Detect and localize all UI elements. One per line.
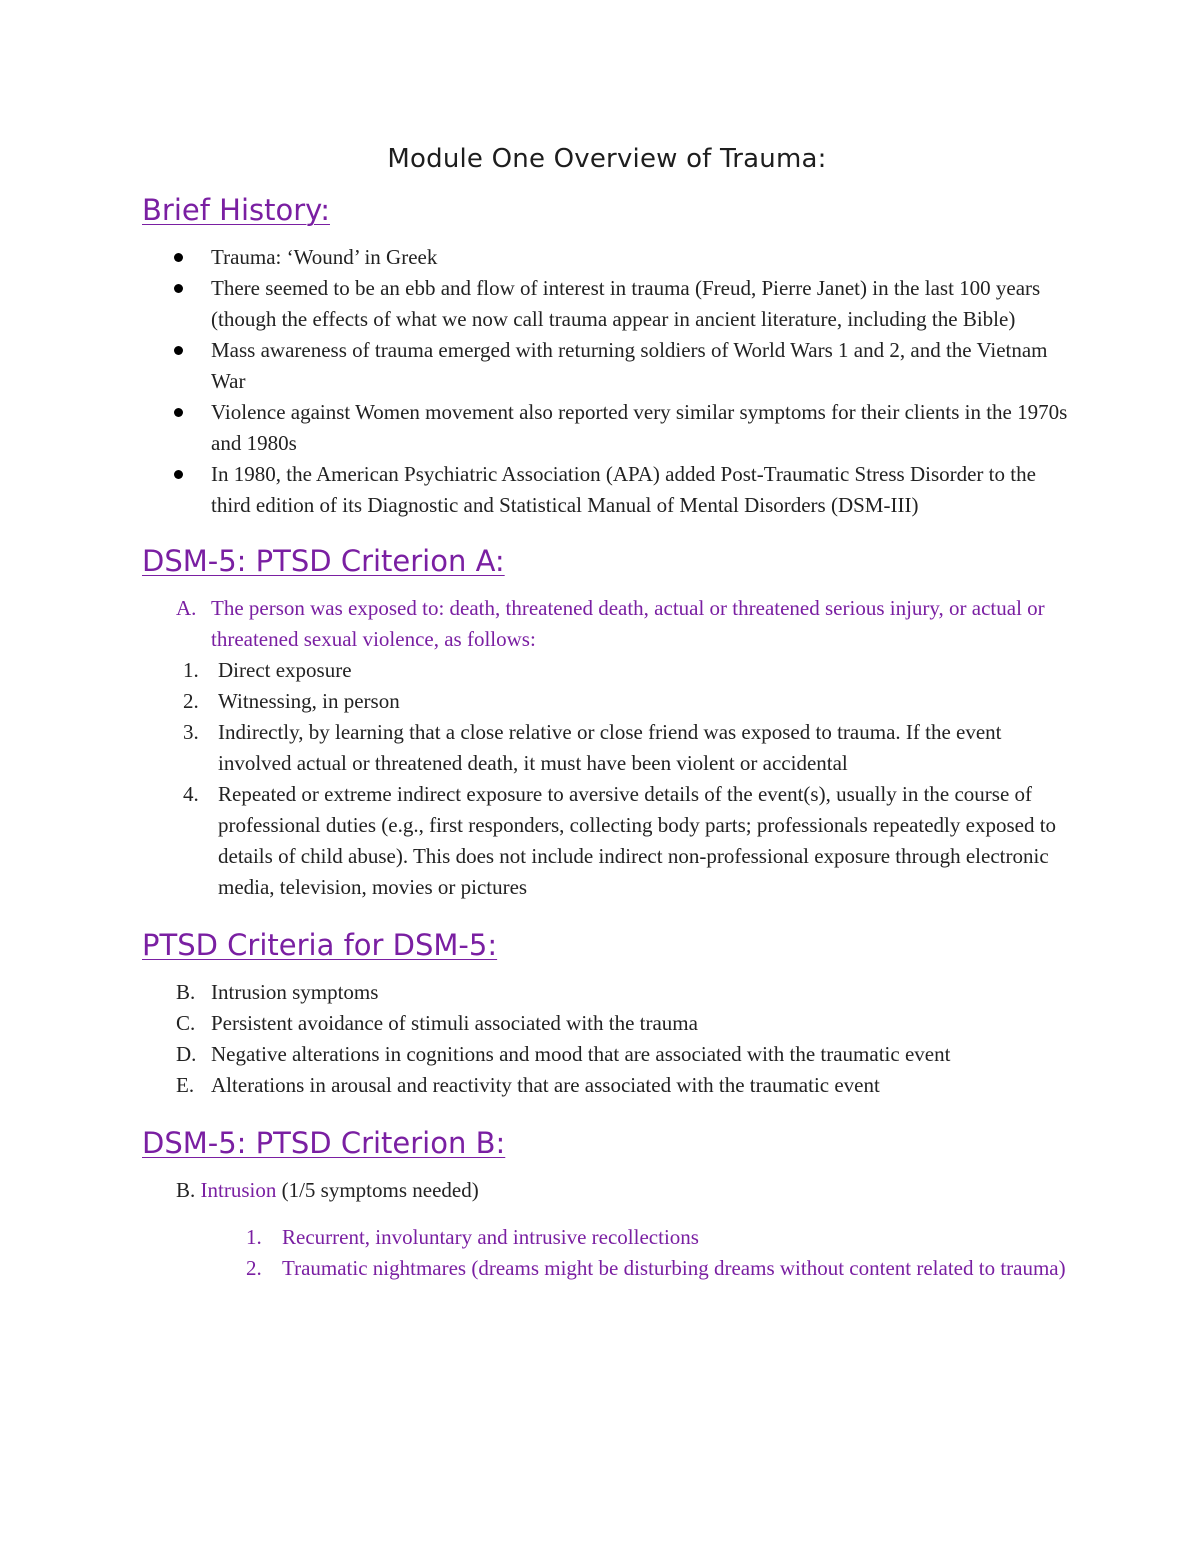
bullet-icon (174, 284, 183, 293)
list-item-text: Witnessing, in person (218, 689, 400, 713)
list-marker: 1. (246, 1225, 262, 1249)
list-item-text: Persistent avoidance of stimuli associated with the trauma (211, 1011, 698, 1035)
list-item-text: Negative alterations in cognitions and mood that are associated with the traumatic event (211, 1042, 951, 1066)
list-marker: 2. (183, 689, 199, 713)
criterion-b-note: (1/5 symptoms needed) (281, 1178, 479, 1202)
list-item-text: Violence against Women movement also reported very similar symptoms for their clients in the 1970s and 1980s (211, 400, 1068, 455)
list-item (142, 717, 1072, 779)
document-page (142, 130, 1072, 1284)
list-item-text: Direct exposure (218, 658, 352, 682)
bullet-icon (174, 346, 183, 355)
list-item-text: Mass awareness of trauma emerged with returning soldiers of World Wars 1 and 2, and the Vietnam War (211, 338, 1048, 393)
list-marker: B. (176, 980, 196, 1004)
brief-history-heading: Brief History: (142, 193, 330, 227)
list-item (142, 779, 1072, 903)
list-marker: E. (176, 1073, 195, 1097)
list-marker: 2. (246, 1256, 262, 1280)
list-item (142, 977, 1072, 1008)
list-item (142, 273, 1072, 335)
list-item-text: Repeated or extreme indirect exposure to aversive details of the event(s), usually in the course of professional duties (e.g., first responders, collecting body parts; professionals repeatedly exposed to details of child abuse). This does not include indirect non-professional exposure through electronic media, television, movies or pictures (218, 782, 1057, 899)
list-item-text: Alterations in arousal and reactivity that are associated with the traumatic event (211, 1073, 880, 1097)
list-marker: 1. (183, 658, 199, 682)
list-item (142, 459, 1072, 521)
criterion-b-list (142, 1222, 1072, 1284)
list-item (142, 686, 1072, 717)
list-marker: 4. (183, 782, 199, 806)
list-item-text: Intrusion symptoms (211, 980, 379, 1004)
bullet-icon (174, 253, 183, 262)
list-marker: C. (176, 1011, 196, 1035)
criterion-a-item (142, 593, 1072, 655)
criteria-list (142, 977, 1072, 1101)
document-title: Module One Overview of Trauma: (387, 144, 827, 174)
list-marker: 3. (183, 720, 199, 744)
list-item (142, 1070, 1072, 1101)
criterion-b-marker: B. (176, 1178, 196, 1202)
criterion-a-heading: DSM-5: PTSD Criterion A: (142, 544, 505, 578)
criteria-heading: PTSD Criteria for DSM-5: (142, 928, 498, 962)
list-item-text: Recurrent, involuntary and intrusive recollections (282, 1225, 699, 1249)
list-item-text: Traumatic nightmares (dreams might be disturbing dreams without content related to trauma) (282, 1256, 1066, 1280)
criterion-b-label: Intrusion (200, 1178, 277, 1202)
list-item (142, 1222, 1072, 1253)
bullet-icon (174, 470, 183, 479)
criterion-b-heading: DSM-5: PTSD Criterion B: (142, 1126, 506, 1160)
list-item-text: Trauma: ‘Wound’ in Greek (211, 245, 438, 269)
brief-history-list (142, 242, 1072, 521)
list-item-text: Indirectly, by learning that a close relative or close friend was exposed to trauma. If the event involved actual or threatened death, it must have been violent or accidental (218, 720, 1002, 775)
list-item-text: There seemed to be an ebb and flow of interest in trauma (Freud, Pierre Janet) in the last 100 years (though the effects of what we now call trauma appear in ancient literature, including the Bible) (211, 276, 1041, 331)
criterion-a-list (142, 593, 1072, 903)
list-item-text: The person was exposed to: death, threatened death, actual or threatened serious injury, or actual or threatened sexual violence, as follows: (211, 596, 1045, 651)
list-item (142, 335, 1072, 397)
bullet-icon (174, 408, 183, 417)
list-item (142, 1253, 1072, 1284)
list-marker: A. (176, 596, 197, 620)
list-item (142, 655, 1072, 686)
list-item (142, 1008, 1072, 1039)
list-item-text: In 1980, the American Psychiatric Association (APA) added Post-Traumatic Stress Disorder to the third edition of its Diagnostic and Statistical Manual of Mental Disorders (DSM-III) (211, 462, 1036, 517)
list-item (142, 397, 1072, 459)
criterion-b-line (142, 1175, 1072, 1206)
list-marker: D. (176, 1042, 197, 1066)
list-item (142, 1039, 1072, 1070)
list-item (142, 242, 1072, 273)
